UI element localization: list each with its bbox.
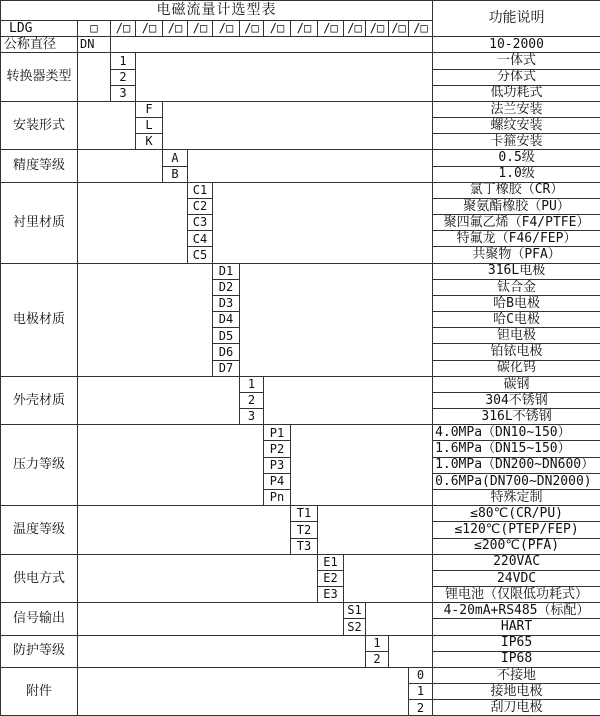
page-title: 电磁流量计选型表: [1, 1, 433, 21]
function-description: 钽电极: [433, 328, 600, 344]
function-description: 1.0MPa（DN200~DN600）: [433, 457, 600, 473]
function-description: 聚氨酯橡胶（PU）: [433, 198, 600, 214]
title-row: [1, 1, 600, 21]
slash-blank-box: /□: [136, 21, 163, 37]
category-label: 转换器类型: [1, 53, 78, 102]
option-code: D1: [213, 263, 240, 279]
slash-blank-box: /□: [409, 21, 433, 37]
option-code: D3: [213, 295, 240, 311]
function-description: 10-2000: [433, 37, 600, 53]
function-description: 1.0级: [433, 166, 600, 182]
post-code-gap: [163, 101, 433, 150]
post-code-gap: [366, 603, 433, 635]
function-description: 聚四氟乙烯（F4/PTFE）: [433, 215, 600, 231]
table-row: [1, 554, 600, 570]
option-code: C2: [188, 198, 213, 214]
option-code: P2: [264, 441, 291, 457]
function-description: IP65: [433, 635, 600, 651]
pre-code-gap: [78, 425, 264, 506]
option-code: K: [136, 134, 163, 150]
post-code-gap: [264, 376, 433, 425]
table-row: [1, 263, 600, 279]
option-code: S2: [344, 619, 366, 635]
table-row: [1, 53, 600, 69]
option-code: T3: [291, 538, 318, 554]
option-code: 1: [111, 53, 136, 69]
function-description: 锂电池（仅限低功耗式）: [433, 587, 600, 603]
option-code: D6: [213, 344, 240, 360]
function-description: 碳钢: [433, 376, 600, 392]
option-code: 2: [366, 651, 389, 667]
slash-blank-box: /□: [344, 21, 366, 37]
pre-code-gap: [78, 667, 409, 716]
option-code: P1: [264, 425, 291, 441]
option-code: 2: [111, 69, 136, 85]
function-description: 哈C电极: [433, 312, 600, 328]
post-code-gap: [111, 37, 433, 53]
pre-code-gap: [78, 635, 366, 667]
function-description: 刮刀电极: [433, 700, 600, 716]
option-code: D4: [213, 312, 240, 328]
function-description: 法兰安装: [433, 101, 600, 117]
function-description: 哈B电极: [433, 295, 600, 311]
category-label: 电极材质: [1, 263, 78, 376]
option-code: 1: [240, 376, 264, 392]
category-label: 温度等级: [1, 506, 78, 555]
pre-code-gap: [78, 182, 188, 263]
pre-code-gap: [78, 101, 136, 150]
table-row: [1, 37, 600, 53]
function-description: 分体式: [433, 69, 600, 85]
option-code: P4: [264, 473, 291, 489]
pre-code-gap: [78, 603, 344, 635]
function-description: 4-20mA+RS485（标配）: [433, 603, 600, 619]
option-code: P3: [264, 457, 291, 473]
category-label: 压力等级: [1, 425, 78, 506]
slash-blank-box: /□: [163, 21, 188, 37]
function-description: 特氟龙（F46/FEP）: [433, 231, 600, 247]
option-code: E3: [318, 587, 344, 603]
function-description: 一体式: [433, 53, 600, 69]
option-code: T1: [291, 506, 318, 522]
table-row: [1, 150, 600, 166]
option-code: 3: [111, 85, 136, 101]
function-description: 氯丁橡胶（CR）: [433, 182, 600, 198]
function-description: 304不锈钢: [433, 392, 600, 408]
pre-code-gap: [78, 53, 111, 102]
option-code: D7: [213, 360, 240, 376]
function-description: ≤120℃(PTEP/FEP): [433, 522, 600, 538]
category-label: 外壳材质: [1, 376, 78, 425]
function-description: 特殊定制: [433, 489, 600, 505]
function-description: 24VDC: [433, 570, 600, 586]
category-label: 安装形式: [1, 101, 78, 150]
option-code: S1: [344, 603, 366, 619]
option-code: DN: [78, 37, 111, 53]
post-code-gap: [291, 425, 433, 506]
function-description: 钛合金: [433, 279, 600, 295]
option-code: 2: [240, 392, 264, 408]
option-code: C4: [188, 231, 213, 247]
option-code: C5: [188, 247, 213, 263]
function-description: 316L不锈钢: [433, 409, 600, 425]
function-description: 1.6MPa（DN15~150）: [433, 441, 600, 457]
option-code: E2: [318, 570, 344, 586]
option-code: L: [136, 118, 163, 134]
slash-blank-box: /□: [188, 21, 213, 37]
option-code: 0: [409, 667, 433, 683]
model-code: LDG: [1, 21, 78, 37]
option-code: T2: [291, 522, 318, 538]
post-code-gap: [389, 635, 433, 667]
category-label: 附件: [1, 667, 78, 716]
slash-blank-box: /□: [291, 21, 318, 37]
function-description: 卡箍安装: [433, 134, 600, 150]
option-code: Pn: [264, 489, 291, 505]
function-description: 接地电极: [433, 684, 600, 700]
blank-box: □: [78, 21, 111, 37]
table-row: [1, 425, 600, 441]
table-row: [1, 506, 600, 522]
table-row: [1, 635, 600, 651]
option-code: D5: [213, 328, 240, 344]
category-label: 信号输出: [1, 603, 78, 635]
pre-code-gap: [78, 554, 318, 603]
pre-code-gap: [78, 506, 291, 555]
function-description: 碳化钨: [433, 360, 600, 376]
function-column-header: 功能说明: [433, 1, 600, 37]
table-row: [1, 667, 600, 683]
post-code-gap: [240, 263, 433, 376]
function-description: 螺纹安装: [433, 118, 600, 134]
function-description: 0.6MPa(DN700~DN2000): [433, 473, 600, 489]
function-description: 不接地: [433, 667, 600, 683]
table-row: [1, 101, 600, 117]
option-code: E1: [318, 554, 344, 570]
slash-blank-box: /□: [111, 21, 136, 37]
category-label: 衬里材质: [1, 182, 78, 263]
option-code: 1: [409, 684, 433, 700]
category-label: 公称直径: [1, 37, 78, 53]
pre-code-gap: [78, 376, 240, 425]
post-code-gap: [213, 182, 433, 263]
table-row: [1, 603, 600, 619]
function-description: 共聚物（PFA）: [433, 247, 600, 263]
option-code: 3: [240, 409, 264, 425]
category-label: 精度等级: [1, 150, 78, 182]
function-description: ≤80℃(CR/PU): [433, 506, 600, 522]
slash-blank-box: /□: [264, 21, 291, 37]
pre-code-gap: [78, 150, 163, 182]
post-code-gap: [188, 150, 433, 182]
function-description: 低功耗式: [433, 85, 600, 101]
pre-code-gap: [78, 263, 213, 376]
function-description: HART: [433, 619, 600, 635]
slash-blank-box: /□: [389, 21, 409, 37]
slash-blank-box: /□: [318, 21, 344, 37]
option-code: 2: [409, 700, 433, 716]
function-description: IP68: [433, 651, 600, 667]
post-code-gap: [318, 506, 433, 555]
slash-blank-box: /□: [213, 21, 240, 37]
option-code: A: [163, 150, 188, 166]
option-code: B: [163, 166, 188, 182]
table-row: [1, 182, 600, 198]
option-code: C1: [188, 182, 213, 198]
function-description: 0.5级: [433, 150, 600, 166]
function-description: 220VAC: [433, 554, 600, 570]
function-description: 铂铱电极: [433, 344, 600, 360]
slash-blank-box: /□: [366, 21, 389, 37]
option-code: 1: [366, 635, 389, 651]
function-description: 4.0MPa（DN10~150）: [433, 425, 600, 441]
option-code: C3: [188, 215, 213, 231]
function-description: 316L电极: [433, 263, 600, 279]
category-label: 供电方式: [1, 554, 78, 603]
option-code: D2: [213, 279, 240, 295]
post-code-gap: [344, 554, 433, 603]
post-code-gap: [136, 53, 433, 102]
slash-blank-box: /□: [240, 21, 264, 37]
category-label: 防护等级: [1, 635, 78, 667]
option-code: F: [136, 101, 163, 117]
table-row: [1, 376, 600, 392]
function-description: ≤200℃(PFA): [433, 538, 600, 554]
